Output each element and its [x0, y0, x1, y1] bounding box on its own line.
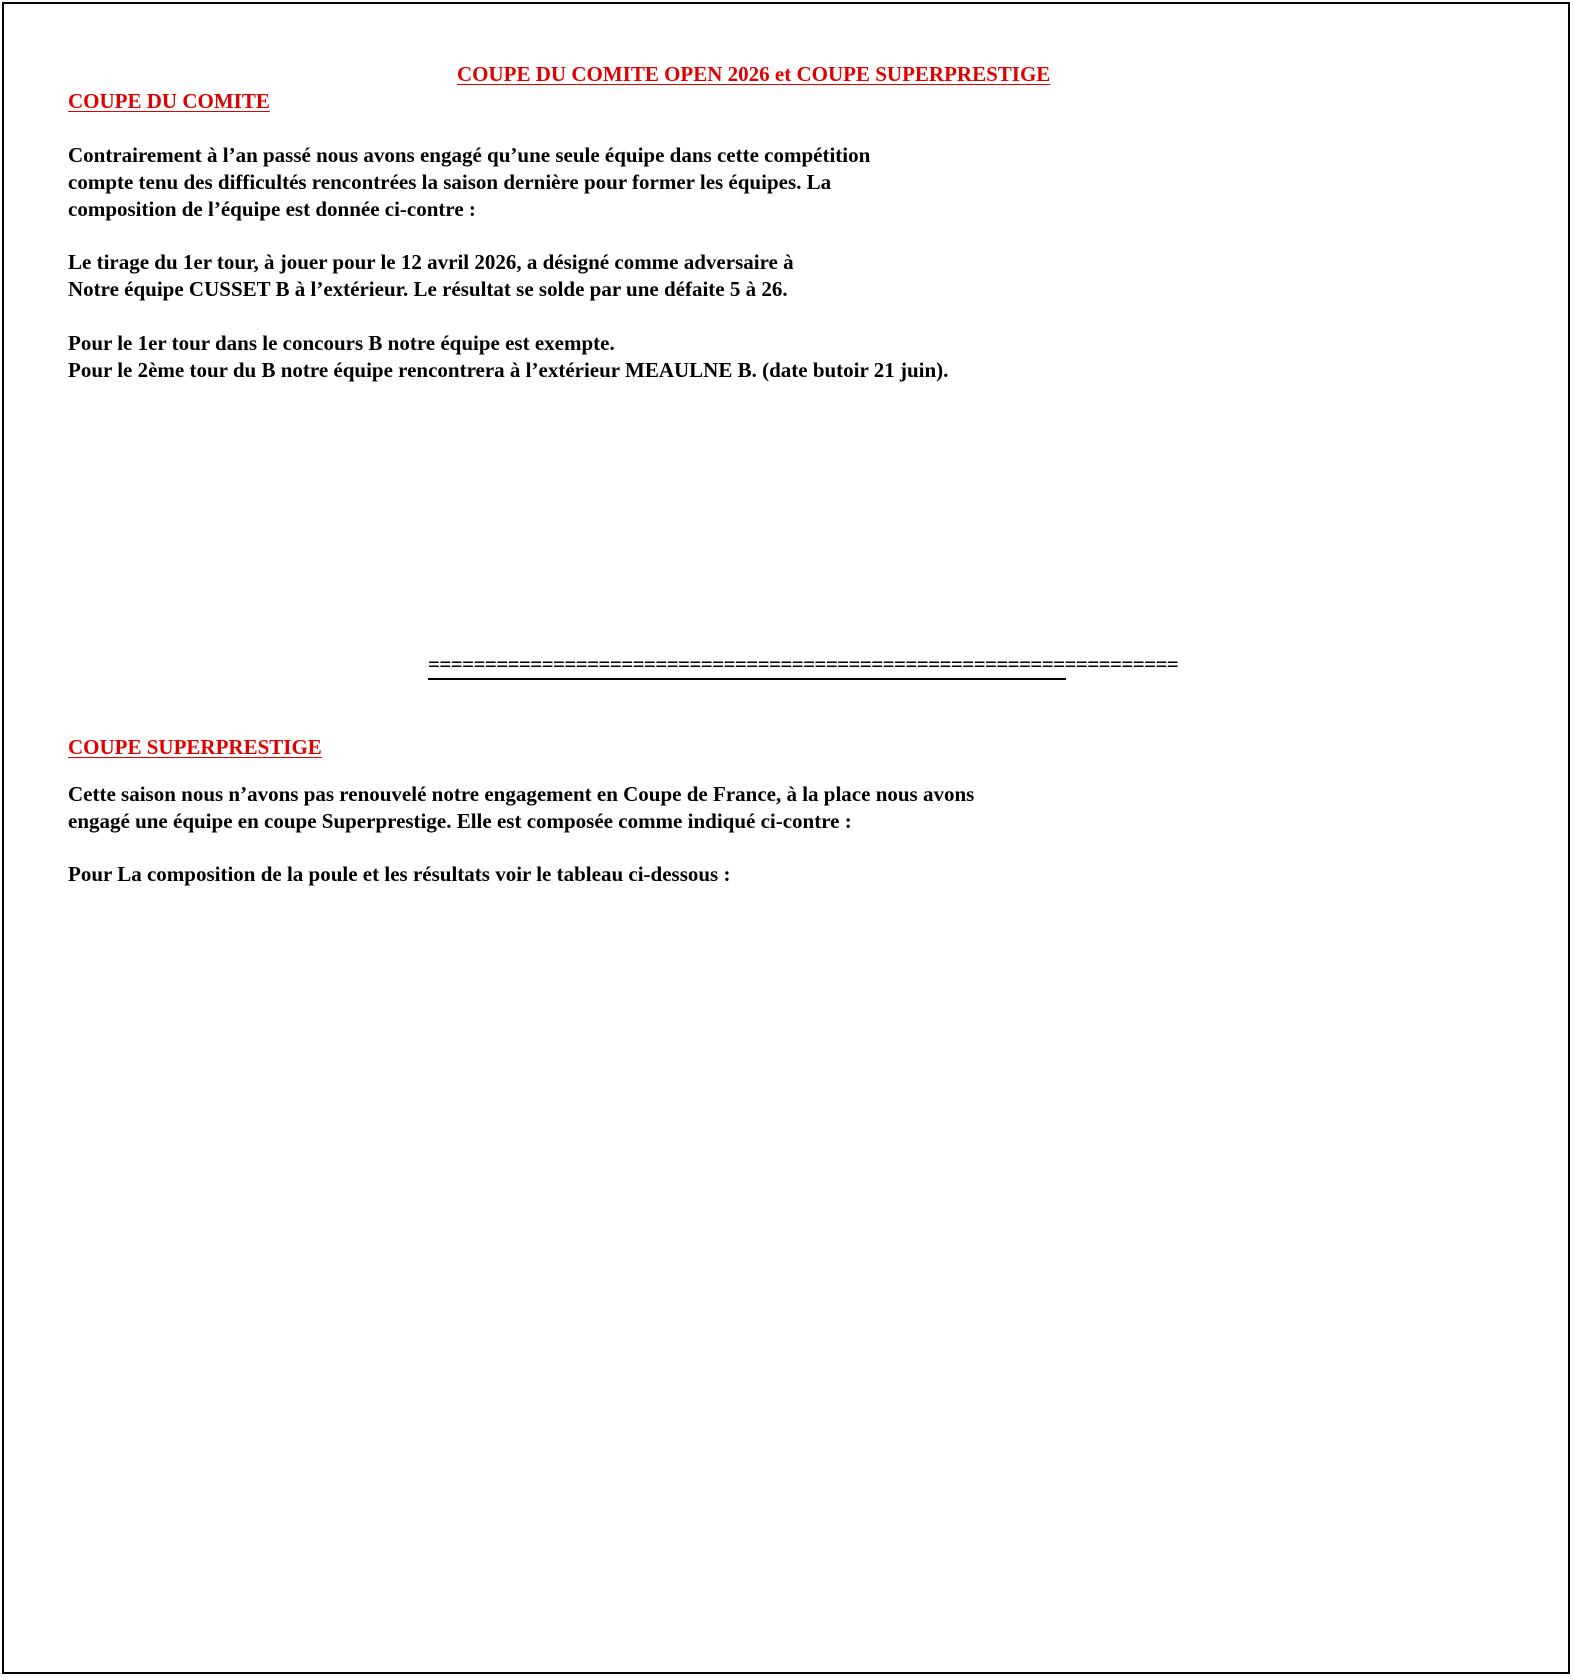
comite-paragraph-concours-b	[68, 330, 948, 384]
main-title: COUPE DU COMITE OPEN 2026 et COUPE SUPERPRESTIGE	[457, 62, 1051, 86]
text-line: compte tenu des difficultés rencontrées la saison dernière pour former les équipes. La	[68, 170, 832, 194]
comite-heading: COUPE DU COMITE	[68, 89, 270, 113]
text-line: Contrairement à l’an passé nous avons engagé qu’une seule équipe dans cette compétition	[68, 143, 871, 167]
text-line: Cette saison nous n’avons pas renouvelé notre engagement en Coupe de France, à la place nous avons	[68, 782, 975, 806]
comite-paragraph-engagement	[68, 142, 870, 223]
superprestige-heading: COUPE SUPERPRESTIGE	[68, 735, 322, 759]
comite-paragraph-tirage	[68, 249, 794, 303]
text-line: Pour le 2ème tour du B notre équipe rencontrera à l’extérieur MEAULNE B. (date butoir 21 juin).	[68, 358, 949, 382]
text-line: Pour le 1er tour dans le concours B notre équipe est exempte.	[68, 331, 615, 355]
superprestige-paragraph-engagement	[68, 781, 974, 835]
superprestige-paragraph-poule	[68, 861, 730, 888]
text-line: engagé une équipe en coupe Superprestige. Elle est composée comme indiqué ci-contre :	[68, 809, 852, 833]
text-line: Le tirage du 1er tour, à jouer pour le 12 avril 2026, a désigné comme adversaire à	[68, 250, 794, 274]
text-line: Notre équipe CUSSET B à l’extérieur. Le résultat se solde par une défaite 5 à 26.	[68, 277, 788, 301]
text-line: composition de l’équipe est donnée ci-contre :	[68, 197, 476, 221]
section-separator: ==================================================================	[428, 652, 1066, 680]
text-line: Pour La composition de la poule et les résultats voir le tableau ci-dessous :	[68, 862, 731, 886]
